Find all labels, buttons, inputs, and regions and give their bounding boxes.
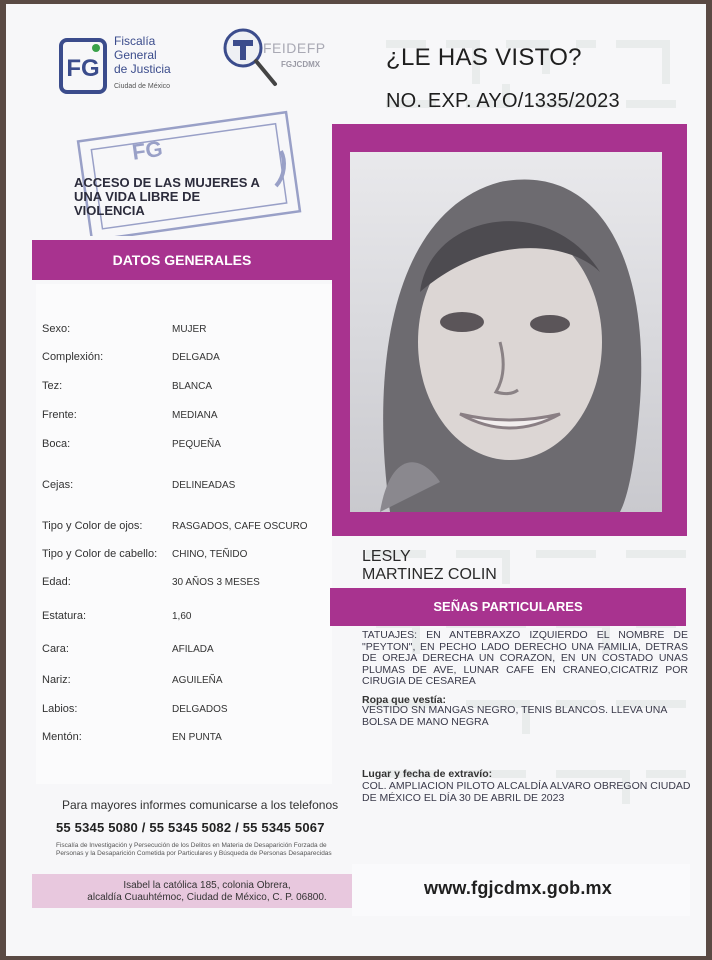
background-pattern — [376, 24, 696, 134]
field-value: AFILADA — [172, 644, 214, 655]
legal-text: Fiscalía de Investigación y Persecución de los Delitos en Materia de Desaparición Forzada de Personas y la Desaparición Cometida por Particulares y Búsqueda de Personas Desaparecidas — [56, 842, 332, 857]
field-value: PEQUEÑA — [172, 439, 221, 450]
field-value: 1,60 — [172, 611, 192, 622]
field-label: Nariz: — [42, 674, 71, 686]
feidefp-subtitle: FGJCDMX — [281, 60, 321, 69]
clothing-label: Ropa que vestía: — [362, 694, 447, 706]
field-value: DELGADA — [172, 352, 220, 363]
field-label: Frente: — [42, 409, 77, 421]
fgj-name: Fiscalía General de Justicia Ciudad de México — [114, 34, 171, 90]
field-value: BLANCA — [172, 381, 213, 392]
field-value: DELGADOS — [172, 704, 228, 715]
field-label: Edad: — [42, 576, 71, 588]
field-value: EN PUNTA — [172, 732, 222, 743]
feidefp-magnifier-icon — [221, 26, 279, 88]
field-label: Labios: — [42, 703, 78, 715]
field-label: Tipo y Color de ojos: — [42, 520, 143, 532]
headline: ¿LE HAS VISTO? — [386, 44, 582, 71]
field-label: Tipo y Color de cabello: — [42, 548, 158, 560]
field-label: Tez: — [42, 380, 63, 392]
missing-person-photo — [350, 152, 662, 512]
svg-text:FG: FG — [66, 55, 100, 82]
phone-numbers: 55 5345 5080 / 55 5345 5082 / 55 5345 5067 — [56, 820, 325, 835]
field-label: Cejas: — [42, 479, 74, 491]
svg-text:FG: FG — [130, 135, 165, 165]
field-value: RASGADOS, CAFE OSCURO — [172, 521, 308, 532]
program-name: ACCESO DE LAS MUJERES A UNA VIDA LIBRE DE VIOLENCIA — [74, 175, 260, 218]
field-value: AGUILEÑA — [172, 675, 223, 686]
field-label: Cara: — [42, 643, 69, 655]
contact-title: Para mayores informes comunicarse a los telefonos — [62, 798, 339, 812]
field-value: DELINEADAS — [172, 480, 236, 491]
distinguishing-marks-header: SEÑAS PARTICULARES — [330, 588, 686, 626]
field-value: MEDIANA — [172, 410, 218, 421]
address: Isabel la católica 185, colonia Obrera, alcaldía Cuauhtémoc, Ciudad de México, C. P. 06800. — [87, 880, 327, 903]
case-number: NO. EXP. AYO/1335/2023 — [386, 90, 620, 112]
field-value: MUJER — [172, 324, 207, 335]
general-data-header: DATOS GENERALES — [32, 240, 332, 280]
clothing-text: VESTIDO SN MANGAS NEGRO, TENIS BLANCOS. LLEVA UNA BOLSA DE MANO NEGRA — [362, 704, 667, 728]
person-name: LESLY MARTINEZ COLIN — [362, 548, 497, 583]
field-label: Complexión: — [42, 351, 104, 363]
place-date-label: Lugar y fecha de extravío: — [362, 768, 493, 780]
field-label: Mentón: — [42, 731, 82, 743]
website-link[interactable]: www.fgjcdmx.gob.mx — [424, 878, 612, 898]
field-label: Estatura: — [42, 610, 87, 622]
field-label: Boca: — [42, 438, 71, 450]
portrait-illustration — [350, 152, 662, 512]
feidefp-name: FEIDEFP — [263, 40, 326, 56]
missing-person-flyer — [6, 4, 706, 956]
field-value: CHINO, TEÑIDO — [172, 549, 248, 560]
place-date-text: COL. AMPLIACION PILOTO ALCALDÍA ALVARO OBREGON CIUDAD DE MÉXICO EL DÍA 30 DE ABRIL DE 2023 — [362, 780, 691, 804]
field-value: 30 AÑOS 3 MESES — [172, 577, 260, 588]
field-label: Sexo: — [42, 323, 71, 335]
distinguishing-marks-text: TATUAJES: EN ANTEBRAXZO IZQUIERDO EL NOMBRE DE "PEYTON", EN PECHO LADO DERECHO UNA FAMILIA, DETRAS DE OREJA DERECHA UN CORAZON, EN UN COSTADO UNAS PLUMAS DE AVE, LUNAR CAFE EN CRANEO,CICATRIZ POR CIRUGIA DE CESAREA — [362, 629, 688, 687]
